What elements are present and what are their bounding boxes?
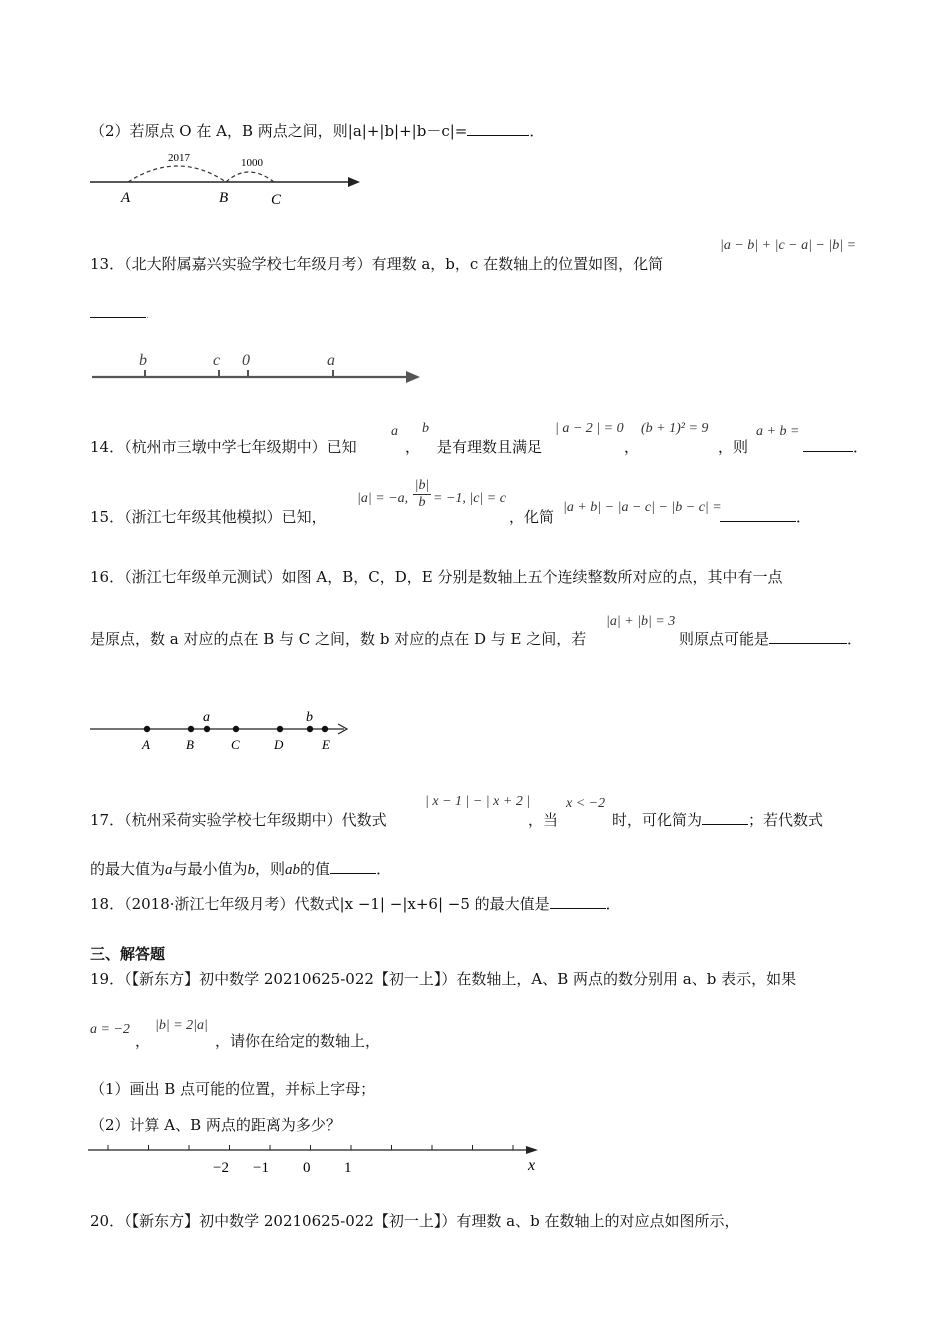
q16-number: 16． xyxy=(90,568,125,586)
q16-line1 xyxy=(90,566,782,587)
q17-line2-d: 的值 xyxy=(300,860,331,878)
q16-text1: （浙江七年级单元测试）如图 A，B，C，D，E 分别是数轴上五个连续整数所对应的点，其中有一点 xyxy=(124,568,783,586)
q16-line2-end xyxy=(679,628,862,649)
q19-label-x: x xyxy=(528,1157,536,1174)
q19-label-m2: −2 xyxy=(213,1160,229,1176)
q15-frac-den: b xyxy=(418,495,426,510)
q13-label-0: 0 xyxy=(242,352,250,369)
q16-numberline-figure xyxy=(88,705,368,761)
q19-label-m1: −1 xyxy=(253,1160,269,1176)
q17-line2-b: 与最小值为 xyxy=(172,860,248,878)
q17-end: ． xyxy=(376,860,392,878)
q19-line1 xyxy=(90,968,796,989)
q17-var-ab: ab xyxy=(285,862,301,878)
q17-expr: | x − 1 | − | x + 2 | xyxy=(425,794,531,809)
q19-cond1: a = −2 xyxy=(90,1022,130,1037)
q12-part2-end: ． xyxy=(529,122,545,140)
q14-var-a: a xyxy=(391,424,398,439)
q19-ticks xyxy=(108,1145,513,1150)
q16-point-c-dot xyxy=(233,726,239,732)
q13-line xyxy=(90,253,663,274)
q12-part2-blank xyxy=(467,121,529,136)
q19-number: 19． xyxy=(90,970,125,988)
q17-blank1 xyxy=(702,810,748,825)
q13-label-c: c xyxy=(213,352,221,369)
q19-text1: （【新东方】初中数学 20210625-022【初一上】）在数轴上，A、B 两点的数分别用 a、b 表示，如果 xyxy=(124,970,797,988)
q15-text1: （浙江七年级其他模拟）已知， xyxy=(124,508,327,526)
q13-label-b: b xyxy=(139,352,147,369)
q12-point-a: A xyxy=(121,190,131,206)
q16-point-a-dot xyxy=(144,726,150,732)
q17-line1-end xyxy=(612,809,823,830)
q17-number: 17． xyxy=(90,811,125,829)
q20-text: （【新东方】初中数学 20210625-022【初一上】）有理数 a、b 在数轴上的对应点如图所示， xyxy=(124,1212,740,1230)
q17-cond: x < −2 xyxy=(566,796,606,811)
q20-number: 20． xyxy=(90,1212,125,1230)
q16-line2: 是原点，数 a 对应的点在 B 与 C 之间，数 b 对应的点在 D 与 E 之间，若 xyxy=(90,630,587,648)
q16-point-b-dot xyxy=(188,726,194,732)
q18-end: ． xyxy=(605,895,621,913)
q13-number: 13． xyxy=(90,255,125,273)
q15-cond-rest: = −1, |c| = c xyxy=(433,491,506,506)
q14-end: ． xyxy=(853,438,869,456)
q17-line2 xyxy=(90,858,391,879)
q14-text2: 是有理数且满足 xyxy=(437,438,543,456)
q15-text2: ，化简 xyxy=(509,508,555,526)
q18-text: （2018·浙江七年级月考）代数式|x −1| −|x+6| −5 的最大值是 xyxy=(124,895,550,913)
q18-number: 18． xyxy=(90,895,125,913)
q17-line1 xyxy=(90,809,387,830)
q13-numberline-figure xyxy=(88,348,438,392)
q17-line2-a: 的最大值为 xyxy=(90,860,166,878)
q17-var-b: b xyxy=(247,862,256,878)
q14-expr: a + b = xyxy=(756,424,800,439)
q17-var-a: a xyxy=(165,862,173,878)
q15-number: 15． xyxy=(90,508,125,526)
q14-comma: ， xyxy=(624,438,640,456)
q19-numberline-figure xyxy=(86,1138,556,1178)
q14-cond2: (b + 1)² = 9 xyxy=(641,421,709,436)
q13-expression: |a − b| + |c − a| − |b| = xyxy=(720,238,857,253)
q15-line xyxy=(90,506,327,527)
q16-var-a-dot xyxy=(204,726,210,732)
q20-line xyxy=(90,1210,740,1231)
q16-label-b-point: B xyxy=(186,737,194,752)
q19-cond2: |b| = 2|a| xyxy=(155,1018,208,1033)
q12-part2-text: （2）若原点 O 在 A，B 两点之间，则|a|+|b|+|b－c|= xyxy=(90,122,468,140)
q17-text1: （杭州采荷实验学校七年级期中）代数式 xyxy=(124,811,387,829)
q12-label-1000: 1000 xyxy=(241,157,263,169)
q12-point-c: C xyxy=(271,192,282,208)
q12-point-b: B xyxy=(219,190,229,206)
q19-label-1: 1 xyxy=(344,1160,352,1176)
q19-label-0: 0 xyxy=(303,1160,311,1176)
q18-blank xyxy=(550,894,606,909)
q19-text2: ，请你在给定的数轴上， xyxy=(215,1032,381,1050)
q17-text3: 时，可化简为 xyxy=(612,811,703,829)
q15-blank xyxy=(720,507,796,522)
q17-blank2 xyxy=(330,859,376,874)
q16-label-c-point: C xyxy=(231,737,240,752)
q16-point-e-dot xyxy=(322,726,328,732)
q16-blank xyxy=(769,629,847,644)
section-3-title: 三、解答题 xyxy=(90,945,166,963)
q16-label-e-point: E xyxy=(322,737,330,752)
q13-answer-line: . xyxy=(90,303,149,322)
q14-blank xyxy=(803,437,853,452)
q13-axis-arrow xyxy=(406,371,420,383)
q17-line2-c: ，则 xyxy=(255,860,286,878)
q19-sep: ， xyxy=(135,1032,151,1050)
q15-end: ． xyxy=(796,508,812,526)
q14-var-b: b xyxy=(422,421,429,436)
q13-text: （北大附属嘉兴实验学校七年级月考）有理数 a，b，c 在数轴上的位置如图，化简 xyxy=(124,255,664,273)
q13-label-a: a xyxy=(327,352,335,369)
q12-label-2017: 2017 xyxy=(168,152,190,164)
q16-text3: 则原点可能是 xyxy=(679,630,770,648)
q19-part1: （1）画出 B 点可能的位置，并标上字母； xyxy=(90,1080,376,1098)
q15-frac-num: |b| xyxy=(414,478,430,493)
q15-answer xyxy=(720,506,811,527)
q12-part2-line xyxy=(90,120,544,141)
q13-blank xyxy=(90,303,146,318)
q14-sep: ， xyxy=(405,438,421,456)
q14-cond1: | a − 2 | = 0 xyxy=(555,421,624,436)
q15-fraction xyxy=(413,478,431,511)
q16-point-d-dot xyxy=(277,726,283,732)
q16-end: ． xyxy=(847,630,863,648)
q17-text2: ，当 xyxy=(528,811,559,829)
q15-expr: |a + b| − |a − c| − |b − c| = xyxy=(563,500,722,515)
q16-cond: |a| + |b| = 3 xyxy=(606,614,676,629)
q19-axis-arrow xyxy=(526,1146,538,1154)
q16-label-d-point: D xyxy=(274,737,284,752)
q19-part2: （2）计算 A、B 两点的距离为多少？ xyxy=(90,1116,341,1134)
q14-number: 14． xyxy=(90,438,125,456)
q18-line xyxy=(90,893,621,914)
q16-var-b-dot xyxy=(307,726,313,732)
q15-cond-a: |a| = −a, xyxy=(357,491,409,506)
q14-answer xyxy=(803,436,868,457)
q12-arc-ab xyxy=(128,166,226,182)
q16-label-a-point: A xyxy=(142,737,150,752)
q14-text3: ，则 xyxy=(718,438,749,456)
q16-label-var-b: b xyxy=(306,710,313,725)
q14-line xyxy=(90,436,357,457)
q17-text4: ；若代数式 xyxy=(748,811,824,829)
q14-text1: （杭州市三墩中学七年级期中）已知 xyxy=(124,438,357,456)
q12-arc-bc xyxy=(226,172,274,182)
q16-label-var-a: a xyxy=(203,710,210,725)
q12-axis-arrow xyxy=(348,177,360,187)
q12-numberline-figure xyxy=(88,148,378,212)
